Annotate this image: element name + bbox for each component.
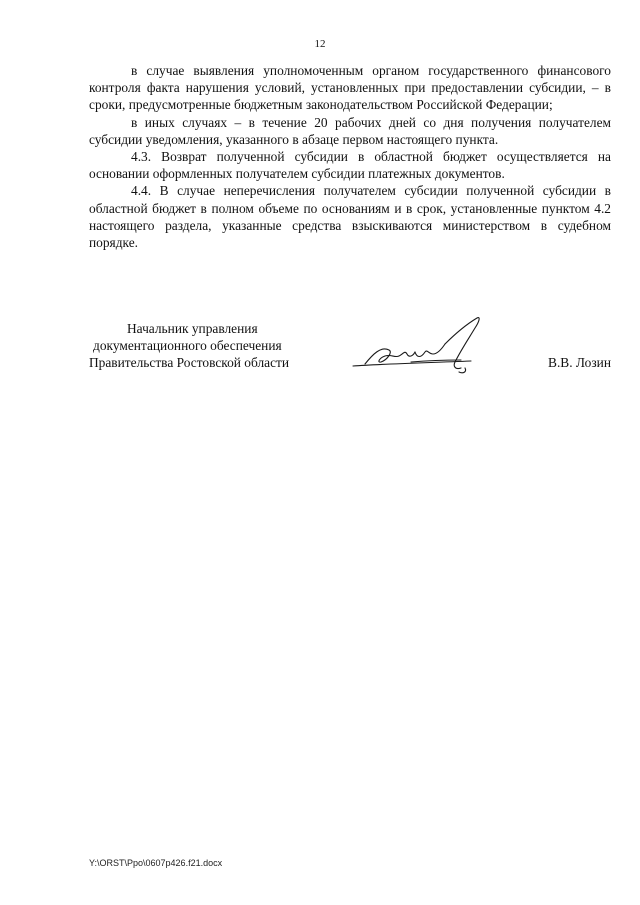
position-line-3: Правительства Ростовской области: [89, 355, 290, 371]
page-number: 12: [314, 38, 326, 50]
handwritten-signature: [351, 314, 511, 380]
position-line-2: документационного обеспечения: [93, 338, 282, 354]
document-body: [89, 62, 611, 251]
paragraph-other-cases: в иных случаях – в течение 20 рабочих дней со дня получения получателем субсидии уведомления, указанного в абзаце первом настоящего пункта.: [89, 114, 611, 147]
signer-name: В.В. Лозин: [548, 355, 611, 370]
file-path-footer: Y:\ORST\Ppo\0607p426.f21.docx: [89, 858, 223, 868]
paragraph-4-4: 4.4. В случае неперечисления получателем субсидии полученной субсидии в областной бюджет в полном объеме по основаниям и в срок, установленные пунктом 4.2 настоящего раздела, указанные средства взыскиваются министерством в судебном порядке.: [89, 183, 611, 251]
paragraph-violation-case: в случае выявления уполномоченным органом государственного финансового контроля факта нарушения условий, установленных при предоставлении субсидии, – в сроки, предусмотренные бюджетным законодательством Российской Федерации;: [89, 63, 611, 113]
paragraph-4-3: 4.3. Возврат полученной субсидии в областной бюджет осуществляется на основании оформленных получателем субсидии платежных документов.: [89, 149, 611, 182]
signature-block: [89, 320, 611, 390]
signer-position: [89, 320, 289, 372]
position-line-1: Начальник управления: [127, 321, 258, 336]
